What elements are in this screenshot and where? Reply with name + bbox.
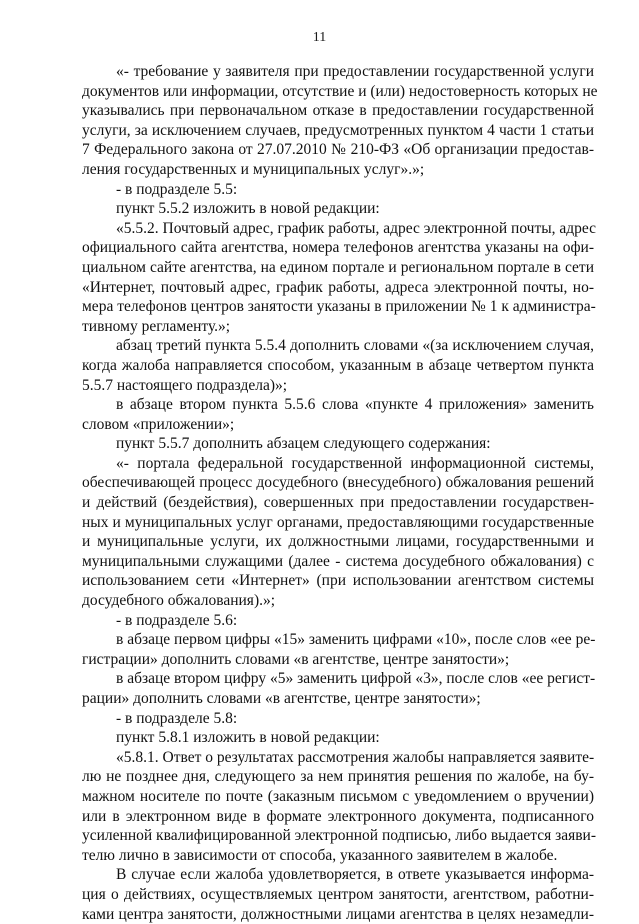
text-line: «5.8.1. Ответ о результатах рассмотрения жалобы направляется заявите- xyxy=(116,748,595,766)
page-number: 11 xyxy=(312,30,327,45)
text-line: в абзаце втором цифру «5» заменить цифрой «3», после слов «ее регист- xyxy=(116,670,596,688)
text-line: «5.5.2. Почтовый адрес, график работы, адрес электронной почты, адрес xyxy=(116,219,597,237)
text-line: телю лично в зависимости от способа, указанного заявителем в жалобе. xyxy=(82,846,558,864)
text-line: - в подразделе 5.5: xyxy=(116,180,238,198)
text-line: - в подразделе 5.8: xyxy=(116,709,238,727)
text-line: циальном сайте агентства, на едином портале и региональном портале в сети xyxy=(82,258,594,276)
text-line: ция о действиях, осуществляемых центром занятости, агентством, работни- xyxy=(82,885,594,903)
text-line: мажном носителе по почте (заказным письмом с уведомлением о вручении) xyxy=(82,787,594,805)
text-line: гистрации» дополнить словами «в агентстве, центре занятости»; xyxy=(82,650,510,668)
text-line: «Интернет, почтовый адрес, график работы, адреса электронной почты, но- xyxy=(82,278,594,296)
document-body xyxy=(82,62,598,924)
text-line: или в электронном виде в формате электронного документа, подписанного xyxy=(82,807,594,825)
text-line: ных и муниципальных услуг органами, предоставляющими государственные xyxy=(82,513,594,531)
text-line: рации» дополнить словами «в агентстве, центре занятости»; xyxy=(82,690,481,707)
text-line: усиленной квалифицированной электронной подписью, либо выдается заяви- xyxy=(82,827,596,845)
text-line: «- портала федеральной государственной информационной системы, xyxy=(116,454,594,472)
text-line: ления государственных и муниципальных услуг».»; xyxy=(82,160,425,178)
text-line: официального сайта агентства, номера телефонов агентства указаны на офи- xyxy=(82,239,594,257)
text-line: пункт 5.5.2 изложить в новой редакции: xyxy=(116,200,380,218)
text-line: лю не позднее дня, следующего за нем принятия решения по жалобе, на бу- xyxy=(82,768,594,786)
text-line: пункт 5.5.7 дополнить абзацем следующего содержания: xyxy=(116,435,491,453)
text-line: документов или информации, отсутствие и (или) недостоверность которых не xyxy=(82,82,598,100)
text-line: «- требование у заявителя при предоставлении государственной услуги xyxy=(116,63,594,80)
text-line: 7 Федерального закона от 27.07.2010 № 210-ФЗ «Об организации предостав- xyxy=(82,141,594,159)
text-line: муниципальными служащими (далее - система досудебного обжалования) с xyxy=(82,552,594,570)
text-line: услуги, за исключением случаев, предусмотренных пунктом 4 части 1 статьи xyxy=(82,121,594,139)
text-line: словом «приложении»; xyxy=(82,415,235,433)
text-line: когда жалоба направляется способом, указанным в абзаце четвертом пункта xyxy=(82,356,594,374)
text-line: ками центра занятости, должностными лицами агентства в целях незамедли- xyxy=(82,905,594,923)
text-line: мера телефонов центров занятости указаны в приложении № 1 к администра- xyxy=(82,298,596,316)
text-line: и муниципальные услуги, их должностными лицами, государственными и xyxy=(82,533,594,551)
text-line: - в подразделе 5.6: xyxy=(116,611,238,629)
text-line: В случае если жалоба удовлетворяется, в ответе указывается информа- xyxy=(116,866,594,884)
text-line: обеспечивающей процесс досудебного (внесудебного) обжалования решений xyxy=(82,474,594,492)
text-line: тивному регламенту.»; xyxy=(82,317,231,335)
text-line: и действий (бездействия), совершенных при предоставлении государствен- xyxy=(82,494,594,512)
text-line: абзац третий пункта 5.5.4 дополнить словами «(за исключением случая, xyxy=(116,337,594,355)
text-line: досудебного обжалования).»; xyxy=(82,592,276,610)
text-line: в абзаце втором пункта 5.5.6 слова «пункте 4 приложения» заменить xyxy=(116,396,594,414)
text-line: пункт 5.8.1 изложить в новой редакции: xyxy=(116,729,380,747)
text-line: указывались при первоначальном отказе в предоставлении государственной xyxy=(82,102,594,120)
text-line: использованием сети «Интернет» (при использовании агентством системы xyxy=(82,572,594,590)
text-line: 5.5.7 настоящего подраздела)»; xyxy=(82,376,288,394)
text-line: в абзаце первом цифры «15» заменить цифрами «10», после слов «ее ре- xyxy=(116,631,596,649)
